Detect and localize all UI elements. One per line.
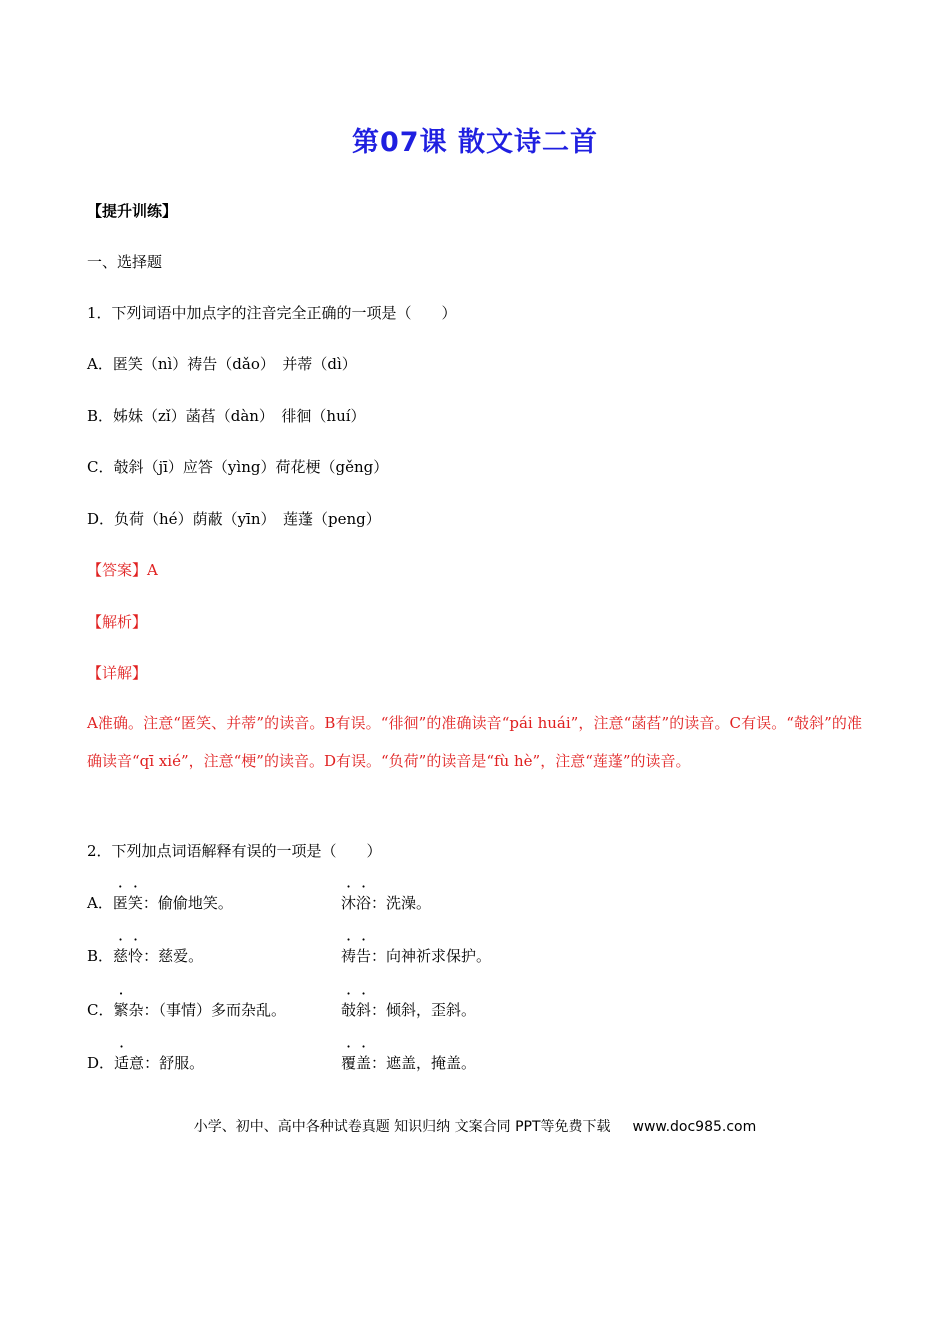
page-title: 第07课 散文诗二首 [352,127,598,158]
dotted-char: 斜 [356,1001,372,1019]
definition: ：洗澡。 [371,894,432,912]
question-2-option-d-right [341,1053,476,1073]
dotted-char: 匿 [112,894,128,912]
question-1-option-a: A．匿笑（nì）祷告（dǎo） 并蒂（dì） [87,355,357,373]
explanation-paragraph: A准确。注意“匿笑、并蒂”的读音。B有误。“徘徊”的准确读音“pái huái”，注意“菡萏”的读音。C有误。“攲斜”的准确读音“qī xié”，注意“梗”的读音。D有误。“负荷”的读音是“fù hè”，注意“莲蓬”的读音。 [87,714,862,770]
plain-char: 杂 [128,1001,144,1019]
question-1-stem: 1．下列词语中加点字的注音完全正确的一项是（ ） [87,304,457,322]
option-letter: D． [87,1054,115,1072]
definition: ：（事情）多而杂乱。 [143,1001,287,1019]
dotted-char: 攲 [341,1001,357,1019]
question-2-option-c-right [341,1000,476,1020]
dotted-char: 告 [356,947,372,965]
definition: ：向神祈求保护。 [371,947,492,965]
dotted-char: 笑 [127,894,143,912]
page-footer [0,1116,950,1136]
definition: ：舒服。 [144,1054,205,1072]
option-letter: B． [87,947,114,965]
option-letter: C． [87,1001,114,1019]
dotted-char: 沐 [341,894,357,912]
dotted-char: 盖 [356,1054,372,1072]
question-2-option-a-right [341,893,431,913]
footer-url: www.doc985.com [632,1119,757,1135]
dotted-char: 慈 [113,947,129,965]
question-1-option-c: C．攲斜（jī）应答（yìng）荷花梗（gěng） [87,458,389,476]
question-1-option-b: B．姊妹（zǐ）菡萏（dàn） 徘徊（huí） [87,407,366,425]
plain-char: 意 [129,1054,145,1072]
dotted-char: 怜 [128,947,144,965]
question-2-option-d [87,1053,204,1073]
question-1-option-d: D．负荷（hé）荫蔽（yīn） 莲蓬（peng） [87,510,381,528]
question-2-stem: 2．下列加点词语解释有误的一项是（ ） [87,842,382,860]
definition: ：倾斜，歪斜。 [371,1001,477,1019]
analysis-label: 【解析】 [87,613,148,631]
option-letter: A． [87,894,113,912]
dotted-char: 覆 [341,1054,357,1072]
question-2-option-c [87,1000,286,1020]
definition: ：慈爱。 [143,947,204,965]
answer-label: 【答案】A [87,561,158,579]
dotted-char: 浴 [356,894,372,912]
question-2-option-b-right [341,946,491,966]
dotted-char: 繁 [113,1001,129,1019]
detail-label: 【详解】 [87,664,148,682]
question-2-option-a [87,893,233,913]
dotted-char: 适 [114,1054,130,1072]
section-tag: 【提升训练】 [87,202,178,220]
definition: ：遮盖，掩盖。 [371,1054,477,1072]
question-2-option-b [87,946,203,966]
dotted-char: 祷 [341,947,357,965]
definition: ：偷偷地笑。 [142,894,233,912]
part-heading: 一、选择题 [87,253,163,271]
footer-text: 小学、初中、高中各种试卷真题 知识归纳 文案合同 PPT等免费下载 [193,1119,611,1135]
